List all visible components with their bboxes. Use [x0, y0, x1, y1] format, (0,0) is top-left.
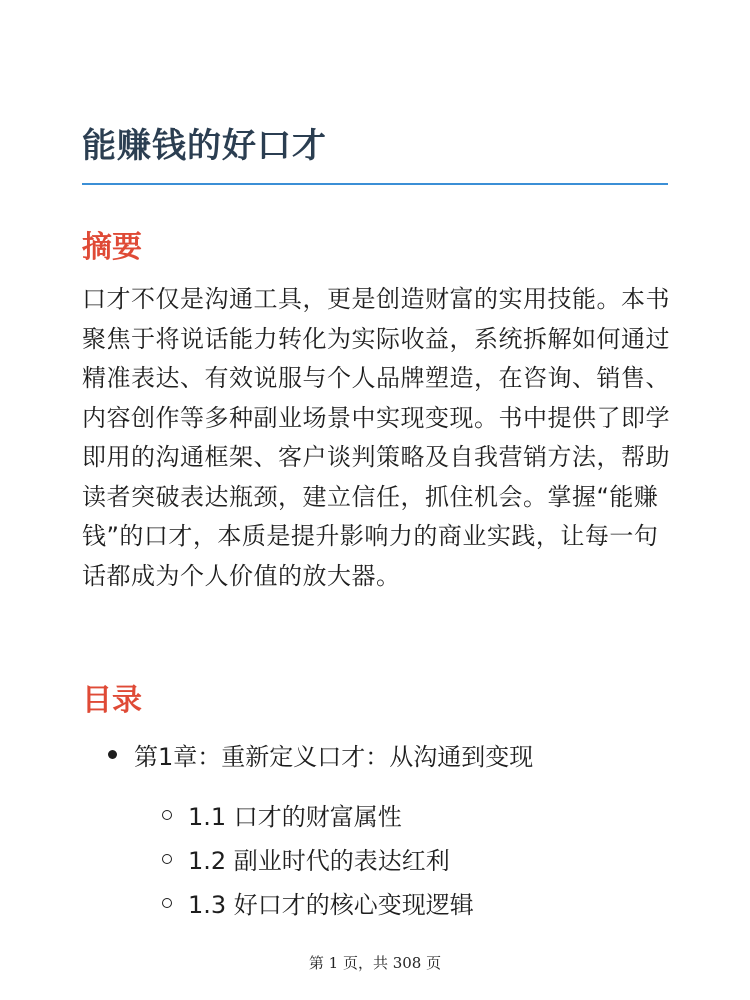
filled-bullet-icon: [108, 750, 117, 759]
title-divider: [82, 183, 668, 185]
toc-heading: 目录: [82, 683, 142, 718]
toc-section-item: [162, 841, 450, 876]
toc-section-label: 1.3 好口才的核心变现逻辑: [188, 891, 474, 919]
toc-section-item: [162, 885, 474, 920]
hollow-bullet-icon: [162, 810, 172, 820]
toc-chapter-label: 第1章：重新定义口才：从沟通到变现: [134, 743, 534, 771]
toc-section-item: [162, 797, 402, 832]
toc-chapter-item: [108, 737, 533, 772]
toc-section-label: 1.1 口才的财富属性: [188, 803, 402, 831]
abstract-heading: 摘要: [82, 230, 142, 265]
page-number-footer: 第 1 页，共 308 页: [308, 954, 442, 972]
abstract-text: 口才不仅是沟通工具，更是创造财富的实用技能。本书聚焦于将说话能力转化为实际收益，系统拆解如何通过精准表达、有效说服与个人品牌塑造，在咨询、销售、内容创作等多种副业场景中实现变现。书中提供了即学即用的沟通框架、客户谈判策略及自我营销方法，帮助读者突破表达瓶颈，建立信任，抓住机会。掌握“能赚钱”的口才，本质是提升影响力的商业实践，让每一句话都成为个人价值的放大器。: [82, 285, 670, 590]
book-title: 能赚钱的好口才: [82, 126, 327, 166]
hollow-bullet-icon: [162, 854, 172, 864]
hollow-bullet-icon: [162, 898, 172, 908]
toc-section-label: 1.2 副业时代的表达红利: [188, 847, 450, 875]
